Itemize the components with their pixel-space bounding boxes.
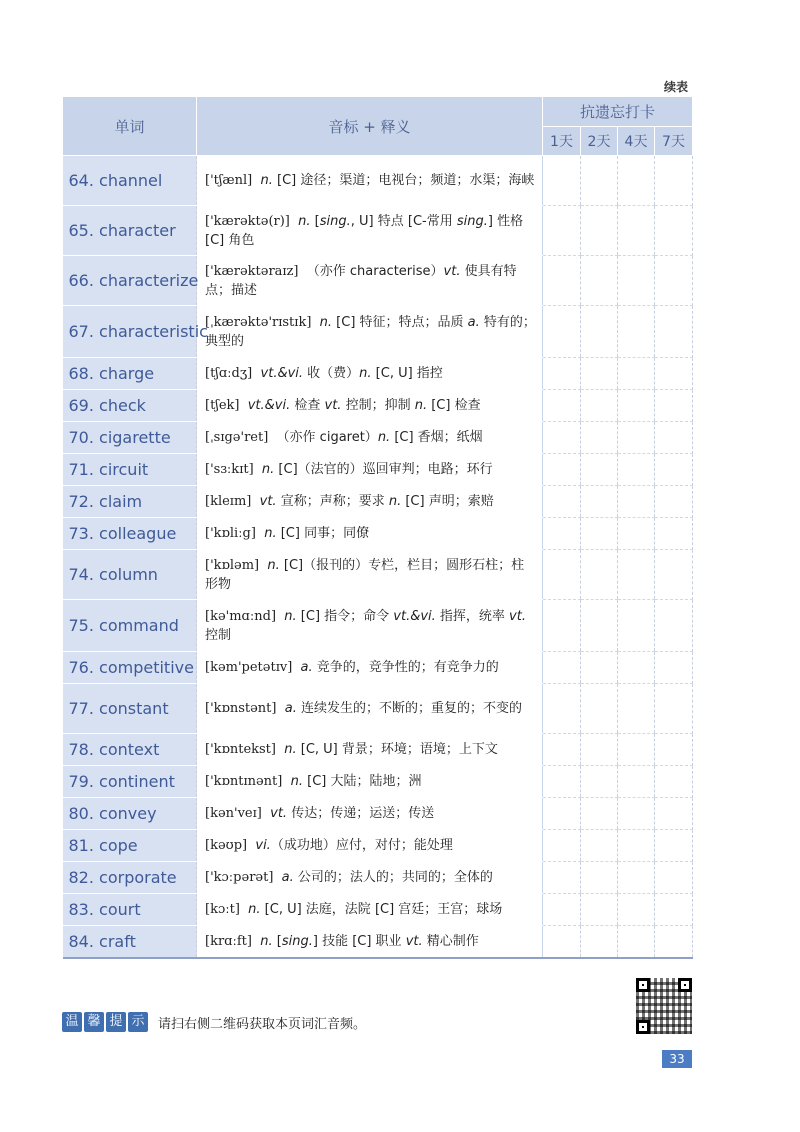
phonetic: ['kɒliːg] <box>205 526 256 541</box>
checkin-cell[interactable] <box>618 600 655 652</box>
definition-text: vt. 传达；传递；运送；传送 <box>270 806 435 821</box>
checkin-cell[interactable] <box>543 766 581 798</box>
checkin-cell[interactable] <box>581 734 618 766</box>
checkin-cell[interactable] <box>655 652 693 684</box>
checkin-cell[interactable] <box>618 454 655 486</box>
definition-text: n. [C, U] 法庭，法院 [C] 宫廷；王宫；球场 <box>248 902 503 917</box>
checkin-cell[interactable] <box>543 206 581 256</box>
checkin-cell[interactable] <box>655 518 693 550</box>
checkin-cell[interactable] <box>543 926 581 958</box>
checkin-cell[interactable] <box>581 894 618 926</box>
checkin-cell[interactable] <box>543 830 581 862</box>
phonetic: ['kɔːpərət] <box>205 870 274 885</box>
header-review: 抗遗忘打卡 <box>543 97 693 127</box>
definition-cell <box>197 894 543 926</box>
checkin-cell[interactable] <box>655 486 693 518</box>
checkin-cell[interactable] <box>543 734 581 766</box>
definition-cell <box>197 766 543 798</box>
checkin-cell[interactable] <box>543 390 581 422</box>
checkin-cell[interactable] <box>655 358 693 390</box>
table-row <box>63 206 693 256</box>
checkin-cell[interactable] <box>618 422 655 454</box>
tip-char: 温 <box>62 1012 82 1032</box>
checkin-cell[interactable] <box>581 652 618 684</box>
phonetic: ['tʃænl] <box>205 173 253 188</box>
definition-cell <box>197 652 543 684</box>
checkin-cell[interactable] <box>618 894 655 926</box>
definition-cell <box>197 422 543 454</box>
table-row <box>63 156 693 206</box>
checkin-cell[interactable] <box>618 358 655 390</box>
checkin-cell[interactable] <box>655 798 693 830</box>
table-row <box>63 550 693 600</box>
word-cell: 68. charge <box>63 358 197 390</box>
table-row <box>63 734 693 766</box>
word-cell: 64. channel <box>63 156 197 206</box>
checkin-cell[interactable] <box>581 486 618 518</box>
vocabulary-rows <box>63 156 693 958</box>
checkin-cell[interactable] <box>655 454 693 486</box>
definition-text: n. [C]（报刊的）专栏，栏目；圆形石柱；柱形物 <box>205 557 525 592</box>
definition-text: n. [C] 特征；特点；品质 a. 特有的；典型的 <box>205 314 536 349</box>
checkin-cell[interactable] <box>618 550 655 600</box>
checkin-cell[interactable] <box>618 486 655 518</box>
phonetic: [kə'mɑːnd] <box>205 608 277 624</box>
checkin-cell[interactable] <box>618 798 655 830</box>
header-day-2: 2天 <box>581 127 618 156</box>
checkin-cell[interactable] <box>655 600 693 652</box>
table-row <box>63 652 693 684</box>
definition-cell <box>197 798 543 830</box>
tip-char: 馨 <box>84 1012 104 1032</box>
word-cell: 72. claim <box>63 486 197 518</box>
definition-text: n. [C, U] 背景；环境；语境；上下文 <box>284 742 498 757</box>
phonetic: [kɔːt] <box>205 902 240 917</box>
table-row <box>63 306 693 358</box>
table-row <box>63 422 693 454</box>
checkin-cell[interactable] <box>618 206 655 256</box>
checkin-cell[interactable] <box>618 306 655 358</box>
phonetic: ['kɒntekst] <box>205 742 276 757</box>
tip-char: 提 <box>106 1012 126 1032</box>
definition-cell <box>197 390 543 422</box>
table-row <box>63 518 693 550</box>
checkin-cell[interactable] <box>543 358 581 390</box>
word-cell: 67. characteristic <box>63 306 197 358</box>
header-phonetic-definition: 音标 + 释义 <box>197 97 543 156</box>
definition-cell <box>197 256 543 306</box>
checkin-cell[interactable] <box>655 766 693 798</box>
checkin-cell[interactable] <box>581 422 618 454</box>
qr-finder <box>678 978 692 992</box>
checkin-cell[interactable] <box>581 684 618 734</box>
checkin-cell[interactable] <box>581 550 618 600</box>
phonetic: [tʃɑːdʒ] <box>205 366 253 381</box>
tip-char: 示 <box>128 1012 148 1032</box>
checkin-cell[interactable] <box>543 652 581 684</box>
table-row <box>63 684 693 734</box>
phonetic: ['kærəktə(r)] <box>205 213 290 229</box>
definition-cell <box>197 600 543 652</box>
definition-text: （亦作 characterise）vt. 使具有特点；描述 <box>205 263 517 298</box>
definition-text: a. 连续发生的；不断的；重复的；不变的 <box>284 701 522 716</box>
qr-finder <box>636 978 650 992</box>
phonetic: [kəʊp] <box>205 838 248 853</box>
continued-label: 续表 <box>663 80 688 94</box>
checkin-cell[interactable] <box>543 156 581 206</box>
page-number: 33 <box>662 1050 692 1068</box>
word-cell: 82. corporate <box>63 862 197 894</box>
definition-cell <box>197 156 543 206</box>
word-cell: 71. circuit <box>63 454 197 486</box>
checkin-cell[interactable] <box>543 518 581 550</box>
definition-text: vt.&vi. 收（费）n. [C, U] 指控 <box>260 366 443 381</box>
checkin-cell[interactable] <box>618 734 655 766</box>
header-day-1: 1天 <box>543 127 581 156</box>
word-cell: 78. context <box>63 734 197 766</box>
definition-text: vt. 宣称；声称；要求 n. [C] 声明；索赔 <box>259 494 494 509</box>
word-cell: 70. cigarette <box>63 422 197 454</box>
word-cell: 76. competitive <box>63 652 197 684</box>
checkin-cell[interactable] <box>543 306 581 358</box>
word-cell: 80. convey <box>63 798 197 830</box>
checkin-cell[interactable] <box>581 830 618 862</box>
checkin-cell[interactable] <box>581 798 618 830</box>
definition-cell <box>197 454 543 486</box>
checkin-cell[interactable] <box>581 862 618 894</box>
word-cell: 84. craft <box>63 926 197 958</box>
header-word: 单词 <box>63 97 197 156</box>
header-day-4: 4天 <box>618 127 655 156</box>
checkin-cell[interactable] <box>543 862 581 894</box>
checkin-cell[interactable] <box>655 894 693 926</box>
checkin-cell[interactable] <box>581 306 618 358</box>
phonetic: ['kɒnstənt] <box>205 701 277 716</box>
checkin-cell[interactable] <box>581 766 618 798</box>
definition-cell <box>197 862 543 894</box>
table-row <box>63 862 693 894</box>
checkin-cell[interactable] <box>618 830 655 862</box>
checkin-cell[interactable] <box>618 390 655 422</box>
checkin-cell[interactable] <box>655 830 693 862</box>
definition-cell <box>197 684 543 734</box>
checkin-cell[interactable] <box>543 894 581 926</box>
checkin-cell[interactable] <box>618 156 655 206</box>
checkin-cell[interactable] <box>581 390 618 422</box>
definition-cell <box>197 358 543 390</box>
word-cell: 75. command <box>63 600 197 652</box>
definition-text: n. [sing., U] 特点 [C-常用 sing.] 性格 [C] 角色 <box>205 213 524 248</box>
definition-text: vt.&vi. 检查 vt. 控制；抑制 n. [C] 检查 <box>247 398 481 413</box>
tip-text: 请扫右侧二维码获取本页词汇音频。 <box>158 1016 367 1032</box>
definition-cell <box>197 926 543 958</box>
checkin-cell[interactable] <box>543 256 581 306</box>
checkin-cell[interactable] <box>581 256 618 306</box>
definition-text: n. [C]（法官的）巡回审判；电路；环行 <box>261 462 493 477</box>
checkin-cell[interactable] <box>543 550 581 600</box>
checkin-cell[interactable] <box>581 518 618 550</box>
checkin-cell[interactable] <box>655 256 693 306</box>
checkin-cell[interactable] <box>581 454 618 486</box>
qr-code-icon[interactable] <box>636 978 692 1034</box>
checkin-cell[interactable] <box>655 684 693 734</box>
definition-text: n. [sing.] 技能 [C] 职业 vt. 精心制作 <box>260 933 479 949</box>
checkin-cell[interactable] <box>543 600 581 652</box>
checkin-cell[interactable] <box>618 518 655 550</box>
phonetic: [kəm'petətɪv] <box>205 660 293 675</box>
definition-text: n. [C] 同事；同僚 <box>264 526 370 541</box>
phonetic: [kleɪm] <box>205 494 252 509</box>
table-row <box>63 390 693 422</box>
definition-cell <box>197 518 543 550</box>
checkin-cell[interactable] <box>581 358 618 390</box>
definition-text: n. [C] 大陆；陆地；洲 <box>290 774 422 789</box>
phonetic: [tʃek] <box>205 398 240 413</box>
phonetic: [krɑːft] <box>205 933 252 949</box>
qr-finder <box>636 1020 650 1034</box>
checkin-cell[interactable] <box>618 926 655 958</box>
checkin-cell[interactable] <box>581 206 618 256</box>
checkin-cell[interactable] <box>655 550 693 600</box>
checkin-cell[interactable] <box>618 862 655 894</box>
table-row <box>63 894 693 926</box>
word-cell: 65. character <box>63 206 197 256</box>
checkin-cell[interactable] <box>655 862 693 894</box>
table-row <box>63 600 693 652</box>
phonetic: [ˌsɪgə'ret] <box>205 430 269 445</box>
checkin-cell[interactable] <box>618 684 655 734</box>
word-cell: 81. cope <box>63 830 197 862</box>
checkin-cell[interactable] <box>655 926 693 958</box>
checkin-cell[interactable] <box>618 256 655 306</box>
word-cell: 79. continent <box>63 766 197 798</box>
tip-box <box>62 1012 366 1032</box>
table-row <box>63 486 693 518</box>
definition-text: n. [C] 途径；渠道；电视台；频道；水渠；海峡 <box>260 173 535 188</box>
table-row <box>63 926 693 958</box>
definition-text: vi.（成功地）应付，对付；能处理 <box>255 838 453 853</box>
word-cell: 83. court <box>63 894 197 926</box>
word-cell: 74. column <box>63 550 197 600</box>
word-cell: 66. characterize <box>63 256 197 306</box>
table-row <box>63 256 693 306</box>
word-cell: 69. check <box>63 390 197 422</box>
checkin-cell[interactable] <box>618 766 655 798</box>
definition-cell <box>197 550 543 600</box>
definition-cell <box>197 486 543 518</box>
checkin-cell[interactable] <box>655 422 693 454</box>
checkin-cell[interactable] <box>655 734 693 766</box>
checkin-cell[interactable] <box>581 156 618 206</box>
definition-cell <box>197 206 543 256</box>
word-cell: 77. constant <box>63 684 197 734</box>
checkin-cell[interactable] <box>581 600 618 652</box>
phonetic: [ˌkærəktə'rɪstɪk] <box>205 314 312 330</box>
checkin-cell[interactable] <box>655 206 693 256</box>
checkin-cell[interactable] <box>655 156 693 206</box>
checkin-cell[interactable] <box>543 422 581 454</box>
table-row <box>63 830 693 862</box>
checkin-cell[interactable] <box>581 926 618 958</box>
phonetic: ['sɜːkɪt] <box>205 462 254 477</box>
header-day-7: 7天 <box>655 127 693 156</box>
checkin-cell[interactable] <box>543 486 581 518</box>
definition-text: n. [C] 指令；命令 vt.&vi. 指挥，统率 vt. 控制 <box>205 608 526 643</box>
phonetic: [kən'veɪ] <box>205 806 262 821</box>
checkin-cell[interactable] <box>618 652 655 684</box>
table-row <box>63 798 693 830</box>
word-cell: 73. colleague <box>63 518 197 550</box>
vocabulary-table <box>62 96 693 959</box>
table-row <box>63 358 693 390</box>
phonetic: ['kɒntɪnənt] <box>205 774 283 789</box>
definition-cell <box>197 734 543 766</box>
definition-text: （亦作 cigaret）n. [C] 香烟；纸烟 <box>276 430 483 445</box>
definition-text: a. 公司的；法人的；共同的；全体的 <box>281 870 493 885</box>
definition-cell <box>197 830 543 862</box>
phonetic: ['kærəktəraɪz] <box>205 263 299 279</box>
phonetic: ['kɒləm] <box>205 557 260 573</box>
checkin-cell[interactable] <box>655 390 693 422</box>
checkin-cell[interactable] <box>655 306 693 358</box>
table-row <box>63 766 693 798</box>
table-row <box>63 454 693 486</box>
checkin-cell[interactable] <box>543 684 581 734</box>
checkin-cell[interactable] <box>543 454 581 486</box>
definition-text: a. 竞争的，竞争性的；有竞争力的 <box>300 660 499 675</box>
checkin-cell[interactable] <box>543 798 581 830</box>
definition-cell <box>197 306 543 358</box>
